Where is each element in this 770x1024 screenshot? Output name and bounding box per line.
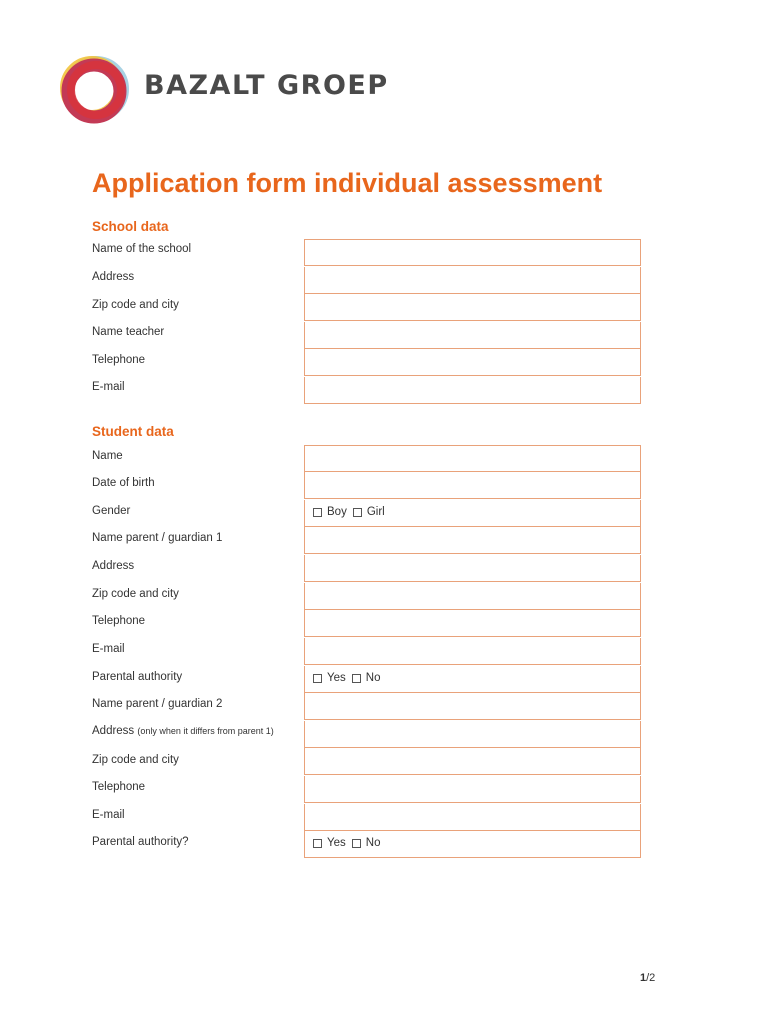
parent2-name-label: Name parent / guardian 2	[92, 698, 223, 710]
student-dob-field[interactable]	[304, 472, 641, 499]
school-address-field[interactable]	[304, 267, 641, 294]
parent1-name-label: Name parent / guardian 1	[92, 532, 223, 544]
page-title: Application form individual assessment	[92, 168, 603, 198]
parent2-no-label: No	[365, 837, 381, 849]
parent1-name-field[interactable]	[304, 527, 641, 554]
parent2-email-field[interactable]	[304, 804, 641, 831]
boy-option-label: Boy	[327, 506, 347, 518]
parent1-authority-options	[313, 672, 386, 684]
logo-text: BAZALT GROEP	[144, 70, 389, 101]
girl-option-label: Girl	[366, 506, 385, 518]
gender-options	[313, 506, 391, 518]
parent2-name-field[interactable]	[304, 693, 641, 720]
parent2-address-label-text: Address	[92, 725, 135, 737]
parent1-zip-city-field[interactable]	[304, 583, 641, 610]
page-number	[640, 972, 655, 984]
school-data-heading: School data	[92, 219, 169, 234]
parent1-yes-label: Yes	[327, 672, 346, 684]
parent2-zip-city-field[interactable]	[304, 748, 641, 775]
parent1-no-checkbox[interactable]	[352, 674, 361, 683]
school-email-field[interactable]	[304, 377, 641, 404]
parent2-authority-label: Parental authority?	[92, 836, 189, 848]
parent1-telephone-field[interactable]	[304, 610, 641, 637]
bazalt-logo-icon	[56, 52, 132, 126]
parent2-address-label	[92, 725, 274, 737]
parent1-no-label: No	[365, 672, 381, 684]
parent1-authority-label: Parental authority	[92, 671, 183, 683]
student-gender-field	[304, 500, 641, 527]
parent2-telephone-label: Telephone	[92, 781, 146, 793]
parent2-authority-field	[304, 831, 641, 858]
student-data-heading: Student data	[92, 424, 174, 439]
parent2-zip-city-label: Zip code and city	[92, 754, 179, 766]
page-total: /2	[646, 972, 656, 984]
parent1-email-field[interactable]	[304, 638, 641, 665]
school-telephone-label: Telephone	[92, 354, 146, 366]
school-name-field[interactable]	[304, 239, 641, 266]
school-email-label: E-mail	[92, 381, 125, 393]
parent2-email-label: E-mail	[92, 809, 125, 821]
school-name-label: Name of the school	[92, 243, 192, 255]
parent1-telephone-label: Telephone	[92, 615, 146, 627]
school-teacher-field[interactable]	[304, 322, 641, 349]
boy-checkbox[interactable]	[313, 508, 322, 517]
page-current: 1	[640, 972, 647, 984]
girl-checkbox[interactable]	[353, 508, 362, 517]
student-name-field[interactable]	[304, 445, 641, 472]
school-telephone-field[interactable]	[304, 349, 641, 376]
student-name-label: Name	[92, 450, 123, 462]
school-address-label: Address	[92, 271, 135, 283]
parent2-telephone-field[interactable]	[304, 776, 641, 803]
parent1-yes-checkbox[interactable]	[313, 674, 322, 683]
parent2-address-note: (only when it differs from parent 1)	[137, 726, 274, 736]
parent2-authority-options	[313, 837, 386, 849]
logo	[56, 52, 416, 126]
parent1-authority-field	[304, 666, 641, 693]
school-zip-city-field[interactable]	[304, 294, 641, 321]
parent2-yes-checkbox[interactable]	[313, 839, 322, 848]
student-gender-label: Gender	[92, 505, 131, 517]
student-dob-label: Date of birth	[92, 477, 155, 489]
parent1-address-field[interactable]	[304, 555, 641, 582]
parent2-no-checkbox[interactable]	[352, 839, 361, 848]
parent2-address-field[interactable]	[304, 721, 641, 748]
parent1-email-label: E-mail	[92, 643, 125, 655]
parent1-zip-city-label: Zip code and city	[92, 588, 179, 600]
parent1-address-label: Address	[92, 560, 135, 572]
school-zip-city-label: Zip code and city	[92, 299, 179, 311]
parent2-yes-label: Yes	[327, 837, 346, 849]
school-teacher-label: Name teacher	[92, 326, 165, 338]
